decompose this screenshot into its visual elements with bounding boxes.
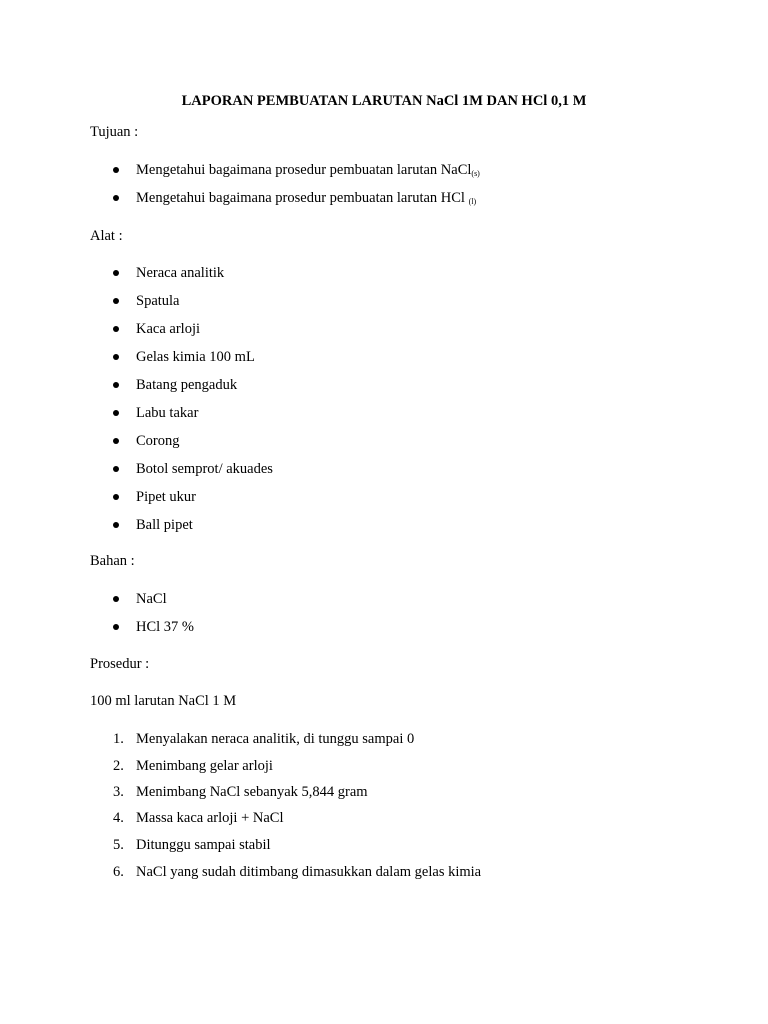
tujuan-item-subscript: (s) bbox=[471, 169, 480, 178]
prosedur-subheading: 100 ml larutan NaCl 1 M bbox=[90, 693, 237, 709]
bullet-icon bbox=[113, 596, 119, 602]
alat-heading: Alat : bbox=[90, 228, 123, 244]
tujuan-item-subscript: (l) bbox=[468, 197, 477, 206]
step-number: 4. bbox=[113, 810, 124, 826]
tujuan-item-text: Mengetahui bagaimana prosedur pembuatan larutan HCl bbox=[136, 190, 469, 206]
bahan-heading: Bahan : bbox=[90, 553, 135, 569]
step-number: 2. bbox=[113, 758, 124, 774]
step-number: 3. bbox=[113, 784, 124, 800]
bahan-item: NaCl bbox=[136, 591, 167, 607]
step-text: Menimbang gelar arloji bbox=[136, 758, 273, 774]
alat-item: Pipet ukur bbox=[136, 489, 197, 505]
bullet-icon bbox=[113, 354, 119, 360]
step-text: Massa kaca arloji + NaCl bbox=[136, 810, 284, 826]
alat-item: Ball pipet bbox=[136, 517, 193, 533]
alat-item: Gelas kimia 100 mL bbox=[136, 349, 255, 365]
alat-item: Corong bbox=[136, 433, 180, 449]
alat-item: Neraca analitik bbox=[136, 265, 225, 281]
bullet-icon bbox=[113, 270, 119, 276]
bahan-item: HCl 37 % bbox=[136, 619, 194, 635]
prosedur-heading: Prosedur : bbox=[90, 656, 150, 672]
bullet-icon bbox=[113, 466, 119, 472]
bullet-icon bbox=[113, 438, 119, 444]
document-title: LAPORAN PEMBUATAN LARUTAN NaCl 1M DAN HCl 0,1 M bbox=[181, 93, 587, 109]
bullet-icon bbox=[113, 326, 119, 332]
bullet-icon bbox=[113, 410, 119, 416]
alat-item: Kaca arloji bbox=[136, 321, 201, 337]
alat-item: Botol semprot/ akuades bbox=[136, 461, 273, 477]
step-number: 5. bbox=[113, 837, 124, 853]
step-text: Menyalakan neraca analitik, di tunggu sampai 0 bbox=[136, 731, 415, 747]
bullet-icon bbox=[113, 624, 119, 630]
step-text: Ditunggu sampai stabil bbox=[136, 837, 271, 853]
bullet-icon bbox=[113, 382, 119, 388]
step-text: NaCl yang sudah ditimbang dimasukkan dalam gelas kimia bbox=[136, 864, 482, 880]
alat-item: Labu takar bbox=[136, 405, 199, 421]
step-number: 6. bbox=[113, 864, 124, 880]
bullet-icon bbox=[113, 522, 119, 528]
bullet-icon bbox=[113, 494, 119, 500]
bullet-icon bbox=[113, 167, 119, 173]
step-number: 1. bbox=[113, 731, 124, 747]
alat-item: Spatula bbox=[136, 293, 180, 309]
tujuan-item-text: Mengetahui bagaimana prosedur pembuatan larutan NaCl bbox=[136, 162, 472, 178]
alat-item: Batang pengaduk bbox=[136, 377, 238, 393]
bullet-icon bbox=[113, 195, 119, 201]
step-text: Menimbang NaCl sebanyak 5,844 gram bbox=[136, 784, 368, 800]
tujuan-item bbox=[136, 189, 476, 207]
bullet-icon bbox=[113, 298, 119, 304]
tujuan-heading: Tujuan : bbox=[90, 124, 139, 140]
tujuan-item bbox=[136, 161, 480, 179]
